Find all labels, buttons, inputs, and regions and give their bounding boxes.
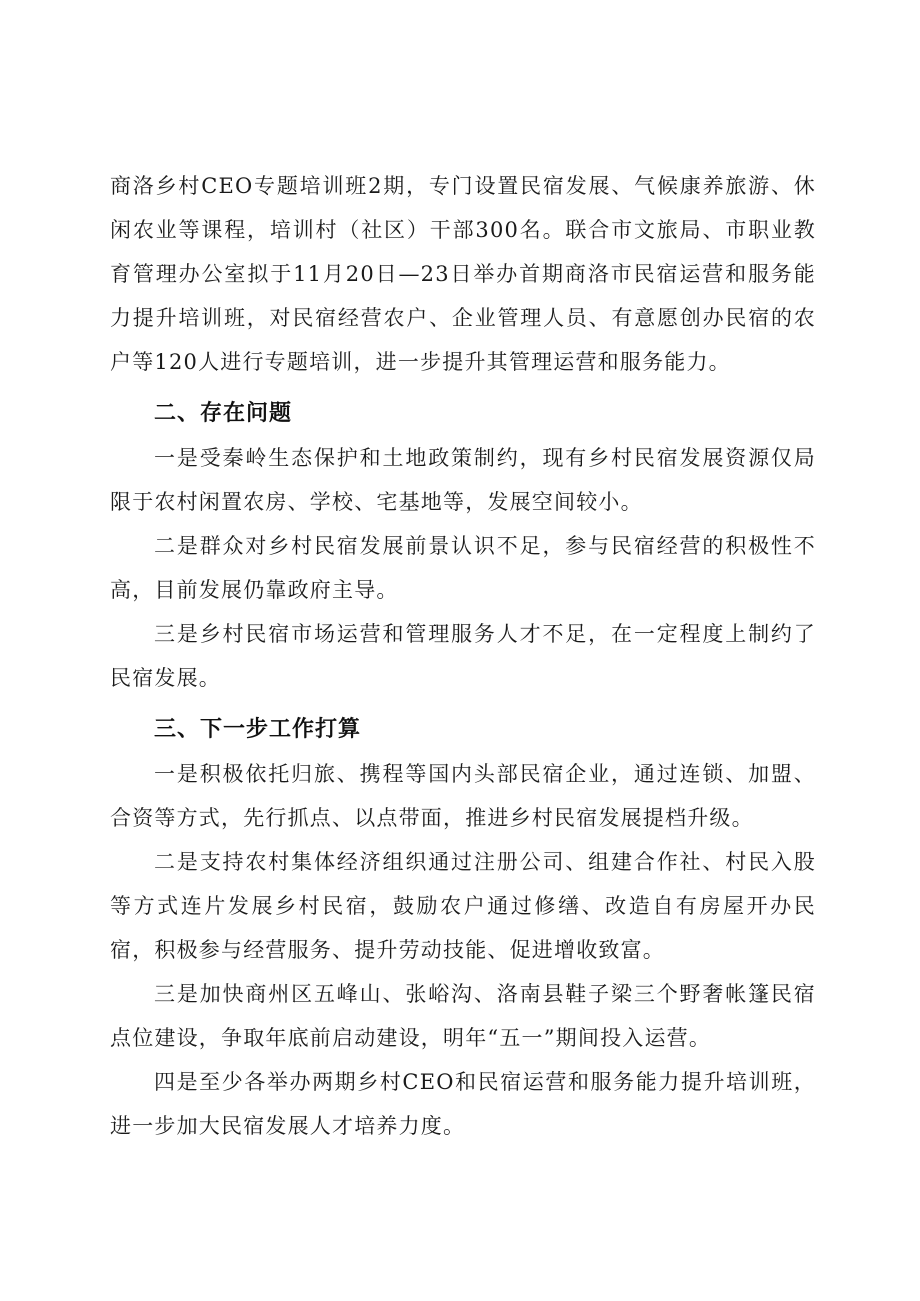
problem-item-3: 三是乡村民宿市场运营和管理服务人才不足，在一定程度上制约了民宿发展。	[110, 622, 816, 690]
plan-item-4: 四是至少各举办两期乡村CEO和民宿运营和服务能力提升培训班，进一步加大民宿发展人才培养力度。	[110, 1070, 816, 1138]
section-heading-next-steps: 三、下一步工作打算	[154, 717, 362, 742]
section-heading-problems: 二、存在问题	[154, 401, 293, 426]
intro-paragraph: 商洛乡村CEO专题培训班2期，专门设置民宿发展、气候康养旅游、休闲农业等课程，培训村（社区）干部300名。联合市文旅局、市职业教育管理办公室拟于11月20日—23日举办首期商洛市民宿运营和服务能力提升培训班，对民宿经营农户、企业管理人员、有意愿创办民宿的农户等120人进行专题培训，进一步提升其管理运营和服务能力。	[110, 174, 816, 374]
plan-item-3: 三是加快商州区五峰山、张峪沟、洛南县鞋子梁三个野奢帐篷民宿点位建设，争取年底前启动建设，明年“五一”期间投入运营。	[110, 982, 816, 1050]
problem-item-1: 一是受秦岭生态保护和土地政策制约，现有乡村民宿发展资源仅局限于农村闲置农房、学校、宅基地等，发展空间较小。	[110, 446, 816, 514]
document-body	[110, 164, 816, 1148]
problem-item-2: 二是群众对乡村民宿发展前景认识不足，参与民宿经营的积极性不高，目前发展仍靠政府主导。	[110, 534, 816, 602]
plan-item-1: 一是积极依托归旅、携程等国内头部民宿企业，通过连锁、加盟、合资等方式，先行抓点、以点带面，推进乡村民宿发展提档升级。	[110, 762, 816, 830]
plan-item-2: 二是支持农村集体经济组织通过注册公司、组建合作社、村民入股等方式连片发展乡村民宿，鼓励农户通过修缮、改造自有房屋开办民宿，积极参与经营服务、提升劳动技能、促进增收致富。	[110, 850, 816, 962]
